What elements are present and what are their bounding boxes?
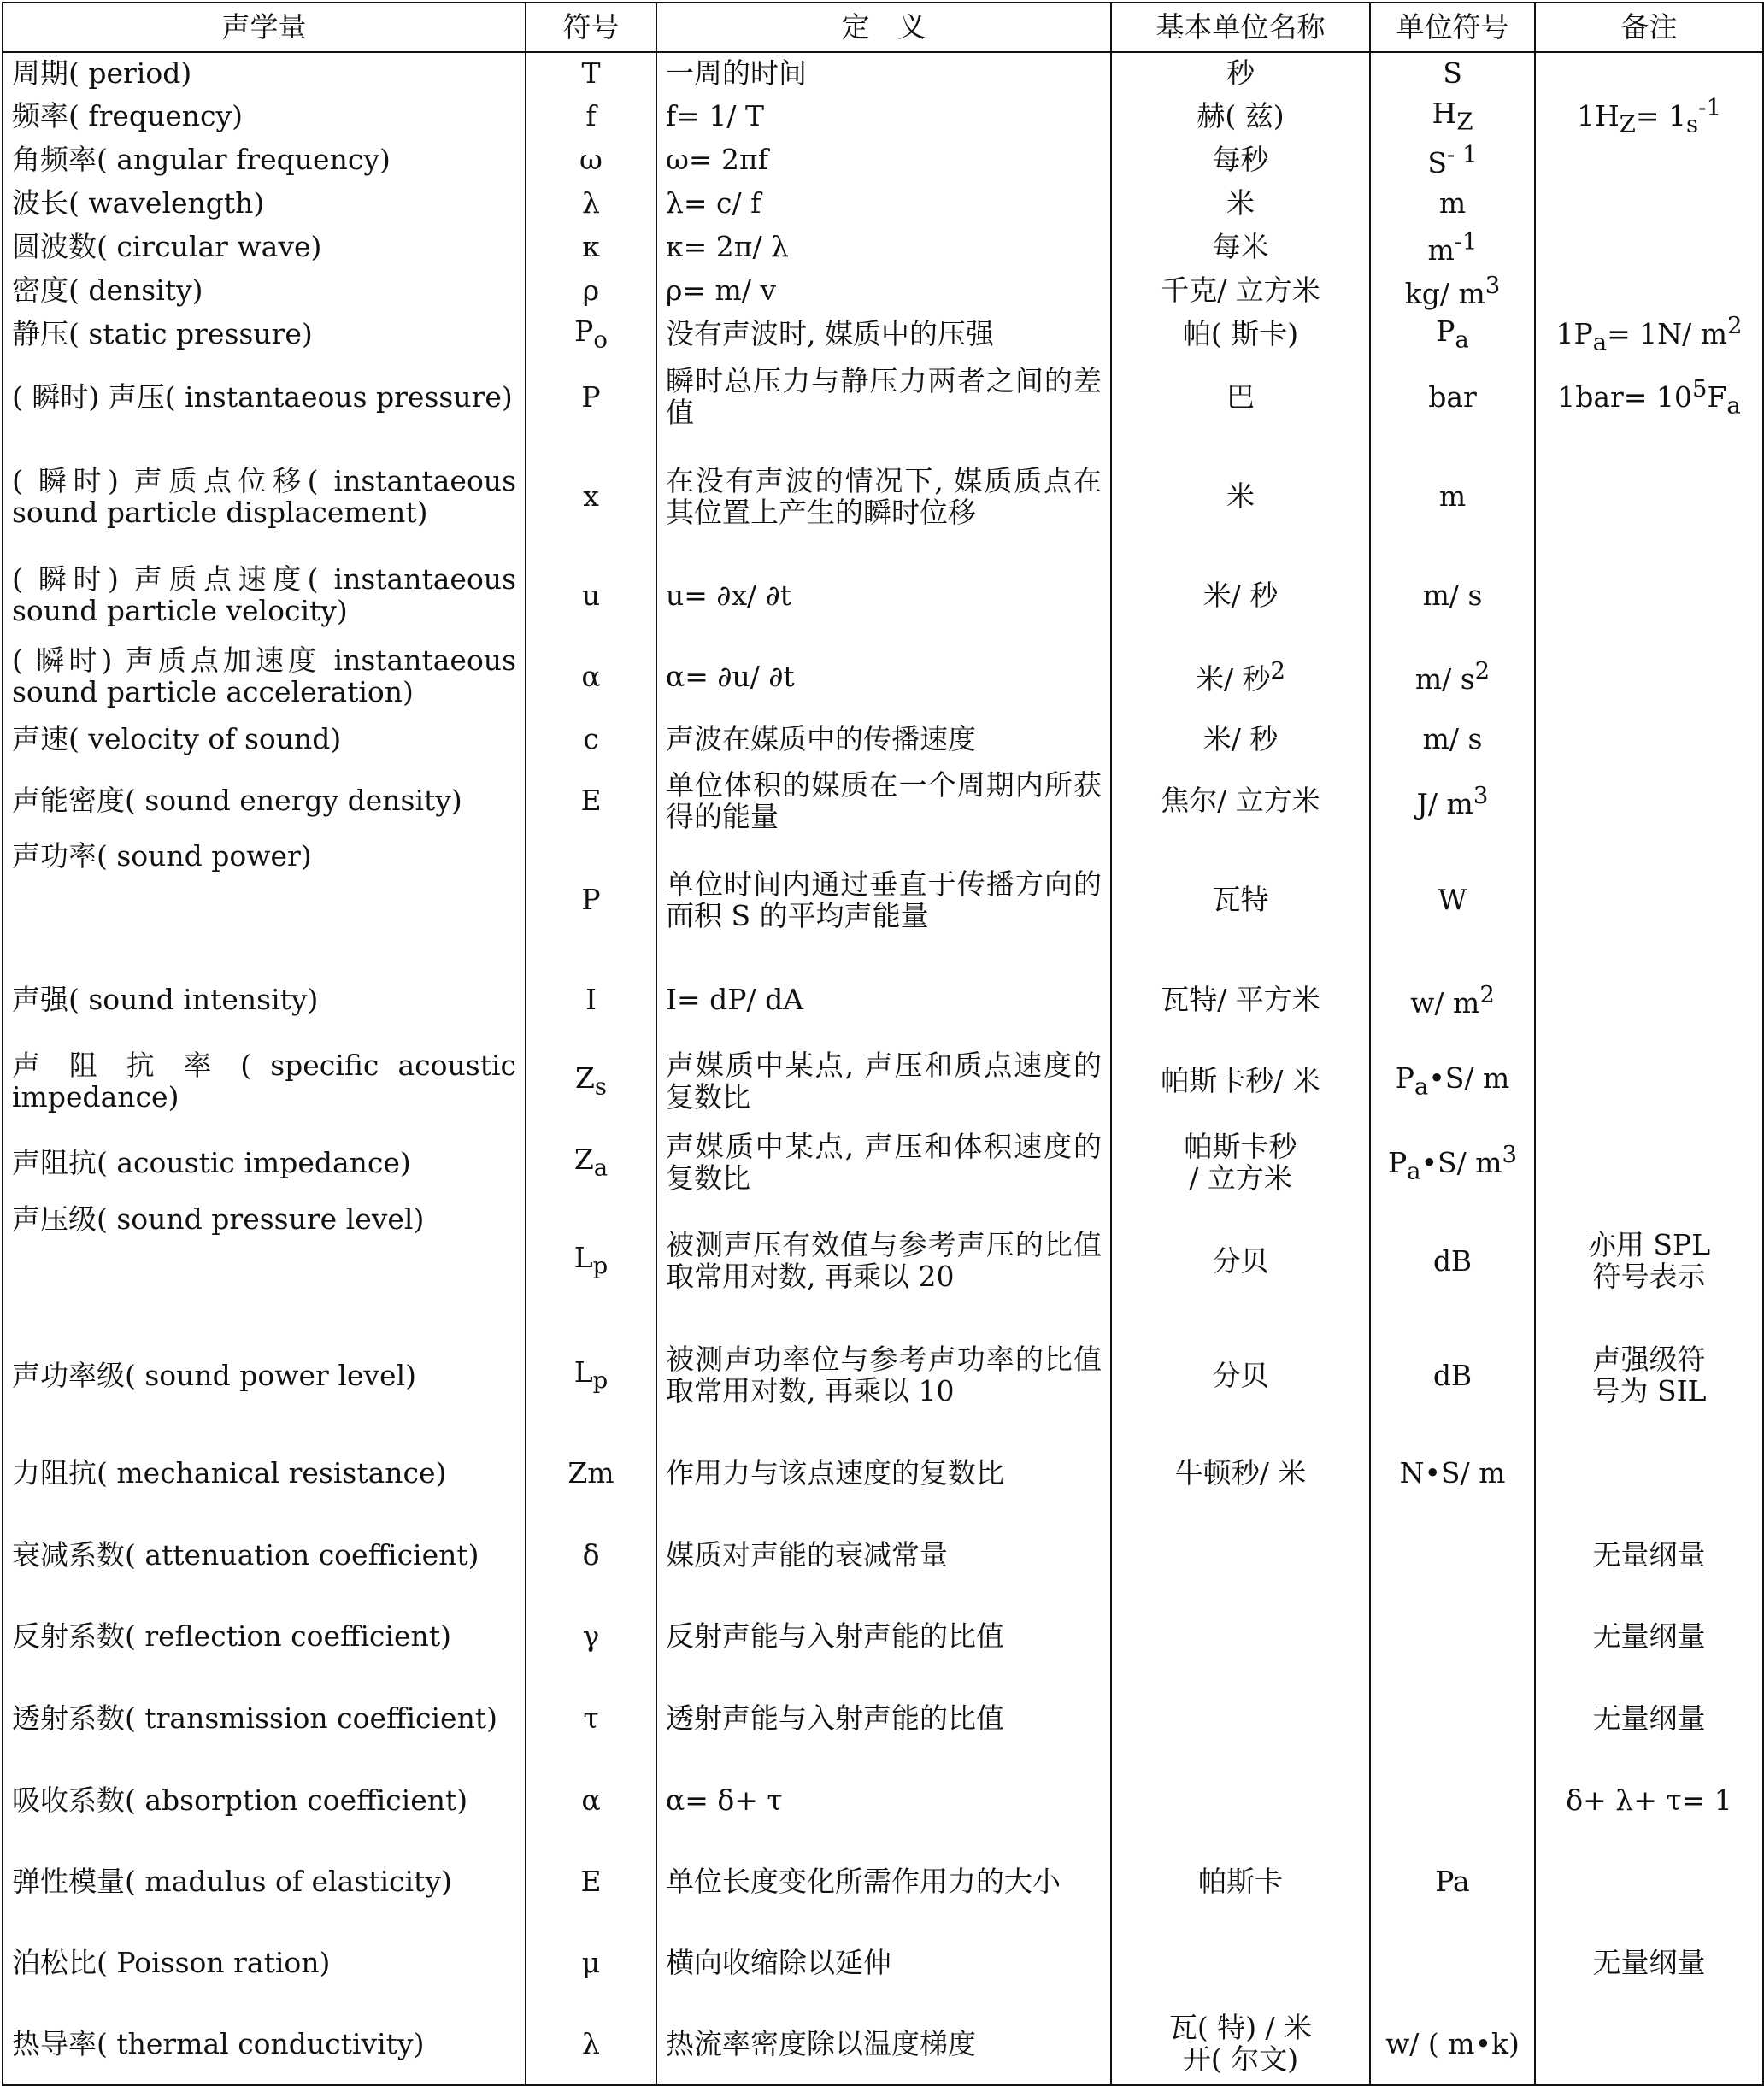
note-cell [1535,718,1763,761]
note-cell: 无量纲量 [1535,1923,1763,2004]
unit-name-cell: 米 [1111,182,1370,226]
quantity-cell: ( 瞬时) 声质点速度( instantaeous sound particle velocity) [3,555,526,636]
symbol-cell: f [526,95,656,138]
definition-cell: 一周的时间 [656,52,1111,95]
table-row [3,1041,1763,1122]
quantity-cell: 圆波数( circular wave) [3,226,526,269]
quantity-cell: 波长( wavelength) [3,182,526,226]
quantity-cell: 透射系数( transmission coefficient) [3,1678,526,1760]
symbol-cell: x [526,438,656,555]
note-cell [1535,841,1763,960]
symbol-cell: δ [526,1514,656,1596]
definition-cell: 声媒质中某点, 声压和质点速度的复数比 [656,1041,1111,1122]
symbol-cell: λ [526,182,656,226]
table-header-row [3,3,1763,52]
unit-name-cell: 米/ 秒$^2$ [1111,636,1370,718]
definition-cell: u= ∂x/ ∂t [656,555,1111,636]
quantity-cell: 密度( density) [3,269,526,313]
quantity-cell: 角频率( angular frequency) [3,138,526,182]
note-cell: 无量纲量 [1535,1514,1763,1596]
table-row [3,313,1763,356]
quantity-cell: 泊松比( Poisson ration) [3,1923,526,2004]
unit-name-cell: 分贝 [1111,1204,1370,1319]
definition-cell: 横向收缩除以延伸 [656,1923,1111,2004]
definition-cell: 被测声压有效值与参考声压的比值取常用对数, 再乘以 20 [656,1204,1111,1319]
note-cell: 声强级符 号为 SIL [1535,1319,1763,1433]
note-cell: 无量纲量 [1535,1596,1763,1678]
unit-name-cell: 千克/ 立方米 [1111,269,1370,313]
unit-name-cell: 瓦( 特) / 米 开( 尔文) [1111,2004,1370,2085]
table-row [3,636,1763,718]
unit-name-cell: 瓦特 [1111,841,1370,960]
table-row [3,182,1763,226]
unit-symbol-cell: m/ s [1370,718,1535,761]
unit-symbol-cell: m/ $s^2$ [1370,636,1535,718]
symbol-cell: τ [526,1678,656,1760]
unit-name-cell: 帕斯卡 [1111,1842,1370,1923]
quantity-cell: 频率( frequency) [3,95,526,138]
definition-cell: 热流率密度除以温度梯度 [656,2004,1111,2085]
definition-cell: 反射声能与入射声能的比值 [656,1596,1111,1678]
unit-symbol-cell: bar [1370,356,1535,438]
quantity-cell: 声强( sound intensity) [3,960,526,1041]
unit-symbol-cell: dB [1370,1204,1535,1319]
unit-symbol-cell: $P_a•S/$ $m^3$ [1370,1122,1535,1204]
note-cell: $1P_a= 1N/$ $m^2$ [1535,313,1763,356]
note-cell [1535,960,1763,1041]
definition-cell: ρ= m/ v [656,269,1111,313]
symbol-cell: E [526,761,656,841]
unit-symbol-cell [1370,1514,1535,1596]
symbol-cell: E [526,1842,656,1923]
definition-cell: α= δ+ τ [656,1760,1111,1842]
unit-name-cell: 瓦特/ 平方米 [1111,960,1370,1041]
definition-cell: 单位时间内通过垂直于传播方向的面积 S 的平均声能量 [656,841,1111,960]
unit-name-cell: 赫( 兹) [1111,95,1370,138]
symbol-cell: α [526,1760,656,1842]
quantity-cell: ( 瞬时) 声质点加速度 instantaeous sound particle acceleration) [3,636,526,718]
table-row [3,95,1763,138]
symbol-cell: γ [526,1596,656,1678]
unit-symbol-cell [1370,1678,1535,1760]
quantity-cell: ( 瞬时) 声压( instantaeous pressure) [3,356,526,438]
table-row [3,356,1763,438]
definition-cell: κ= 2π/ λ [656,226,1111,269]
table-row [3,1319,1763,1433]
quantity-cell: 声功率级( sound power level) [3,1319,526,1433]
quantity-cell: 声功率( sound power) [3,841,526,960]
unit-name-cell: 焦尔/ 立方米 [1111,761,1370,841]
unit-name-cell: 米/ 秒 [1111,718,1370,761]
table-row [3,1122,1763,1204]
unit-name-cell: 牛顿秒/ 米 [1111,1433,1370,1514]
symbol-cell: c [526,718,656,761]
definition-cell: 在没有声波的情况下, 媒质质点在其位置上产生的瞬时位移 [656,438,1111,555]
table-row [3,138,1763,182]
header-notes: 备注 [1535,3,1763,52]
unit-name-cell [1111,1514,1370,1596]
quantity-cell: 声阻抗( acoustic impedance) [3,1122,526,1204]
note-cell: 亦用 SPL 符号表示 [1535,1204,1763,1319]
definition-cell: α= ∂u/ ∂t [656,636,1111,718]
symbol-cell: Zm [526,1433,656,1514]
unit-symbol-cell: dB [1370,1319,1535,1433]
note-cell: 无量纲量 [1535,1678,1763,1760]
quantity-cell: 声速( velocity of sound) [3,718,526,761]
quantity-cell: 声压级( sound pressure level) [3,1204,526,1319]
definition-cell: 被测声功率位与参考声功率的比值取常用对数, 再乘以 10 [656,1319,1111,1433]
definition-cell: 声媒质中某点, 声压和体积速度的复数比 [656,1122,1111,1204]
symbol-cell: $Z_s$ [526,1041,656,1122]
table-row [3,555,1763,636]
table-row [3,2004,1763,2085]
acoustic-quantities-table [2,2,1764,2086]
note-cell [1535,555,1763,636]
definition-cell: 瞬时总压力与静压力两者之间的差值 [656,356,1111,438]
note-cell [1535,636,1763,718]
table-row [3,1596,1763,1678]
quantity-cell: 声 阻 抗 率 ( specific acoustic impedance) [3,1041,526,1122]
table-row [3,52,1763,95]
definition-cell: 作用力与该点速度的复数比 [656,1433,1111,1514]
unit-symbol-cell: w/ ( m•k) [1370,2004,1535,2085]
unit-symbol-cell: N•S/ m [1370,1433,1535,1514]
note-cell [1535,1433,1763,1514]
definition-cell: 媒质对声能的衰减常量 [656,1514,1111,1596]
note-cell [1535,226,1763,269]
table-row [3,960,1763,1041]
unit-symbol-cell: S [1370,52,1535,95]
table-row [3,841,1763,960]
definition-cell: ω= 2πf [656,138,1111,182]
unit-symbol-cell: m [1370,182,1535,226]
unit-name-cell: 米 [1111,438,1370,555]
note-cell [1535,1041,1763,1122]
definition-cell: 单位长度变化所需作用力的大小 [656,1842,1111,1923]
symbol-cell: $P_o$ [526,313,656,356]
definition-cell: I= dP/ dA [656,960,1111,1041]
unit-symbol-cell: m [1370,438,1535,555]
unit-symbol-cell: $H_Z$ [1370,95,1535,138]
definition-cell: 单位体积的媒质在一个周期内所获得的能量 [656,761,1111,841]
unit-symbol-cell: Pa [1370,1842,1535,1923]
unit-name-cell: 分贝 [1111,1319,1370,1433]
unit-symbol-cell: w/ $m^2$ [1370,960,1535,1041]
quantity-cell: ( 瞬时) 声质点位移( instantaeous sound particle displacement) [3,438,526,555]
unit-symbol-cell: m/ s [1370,555,1535,636]
symbol-cell: λ [526,2004,656,2085]
unit-name-cell: 每米 [1111,226,1370,269]
symbol-cell: $L_p$ [526,1204,656,1319]
table-body [3,52,1763,2085]
symbol-cell: ω [526,138,656,182]
unit-symbol-cell: $P_a$ [1370,313,1535,356]
note-cell [1535,761,1763,841]
symbol-cell: $L_p$ [526,1319,656,1433]
definition-cell: 声波在媒质中的传播速度 [656,718,1111,761]
table-row [3,226,1763,269]
note-cell [1535,1122,1763,1204]
header-unit-name: 基本单位名称 [1111,3,1370,52]
quantity-cell: 反射系数( reflection coefficient) [3,1596,526,1678]
unit-symbol-cell [1370,1923,1535,2004]
note-cell [1535,138,1763,182]
unit-name-cell: 巴 [1111,356,1370,438]
quantity-cell: 力阻抗( mechanical resistance) [3,1433,526,1514]
quantity-cell: 周期( period) [3,52,526,95]
table-row [3,1514,1763,1596]
note-cell: $1bar= 10^5F_a$ [1535,356,1763,438]
header-quantity: 声学量 [3,3,526,52]
unit-name-cell: 每秒 [1111,138,1370,182]
unit-name-cell: 帕斯卡秒 / 立方米 [1111,1122,1370,1204]
note-cell: $1H_Z= 1_s^{-1}$ [1535,95,1763,138]
unit-name-cell: 帕斯卡秒/ 米 [1111,1041,1370,1122]
header-definition: 定 义 [656,3,1111,52]
table-row [3,1760,1763,1842]
definition-cell: f= 1/ T [656,95,1111,138]
unit-symbol-cell: $m^{-1}$ [1370,226,1535,269]
note-cell [1535,182,1763,226]
symbol-cell: $Z_a$ [526,1122,656,1204]
unit-name-cell: 帕( 斯卡) [1111,313,1370,356]
table-row [3,1842,1763,1923]
quantity-cell: 衰减系数( attenuation coefficient) [3,1514,526,1596]
unit-symbol-cell: $S^{- 1}$ [1370,138,1535,182]
unit-name-cell [1111,1760,1370,1842]
header-unit-symbol: 单位符号 [1370,3,1535,52]
unit-name-cell [1111,1596,1370,1678]
symbol-cell: μ [526,1923,656,2004]
quantity-cell: 吸收系数( absorption coefficient) [3,1760,526,1842]
definition-cell: λ= c/ f [656,182,1111,226]
unit-name-cell: 秒 [1111,52,1370,95]
note-cell: δ+ λ+ τ= 1 [1535,1760,1763,1842]
symbol-cell: T [526,52,656,95]
quantity-cell: 热导率( thermal conductivity) [3,2004,526,2085]
table-row [3,718,1763,761]
note-cell [1535,1842,1763,1923]
unit-name-cell [1111,1923,1370,2004]
symbol-cell: P [526,841,656,960]
quantity-cell: 静压( static pressure) [3,313,526,356]
note-cell [1535,2004,1763,2085]
table-row [3,761,1763,841]
quantity-cell: 弹性模量( madulus of elasticity) [3,1842,526,1923]
symbol-cell: κ [526,226,656,269]
unit-symbol-cell: W [1370,841,1535,960]
unit-symbol-cell: kg/ $m^3$ [1370,269,1535,313]
definition-cell: 透射声能与入射声能的比值 [656,1678,1111,1760]
table-row [3,1204,1763,1319]
symbol-cell: I [526,960,656,1041]
note-cell [1535,52,1763,95]
symbol-cell: u [526,555,656,636]
note-cell [1535,269,1763,313]
note-cell [1535,438,1763,555]
definition-cell: 没有声波时, 媒质中的压强 [656,313,1111,356]
unit-name-cell [1111,1678,1370,1760]
unit-symbol-cell [1370,1596,1535,1678]
header-symbol: 符号 [526,3,656,52]
table-row [3,1433,1763,1514]
table-row [3,1678,1763,1760]
table-row [3,438,1763,555]
unit-symbol-cell: J/ $m^3$ [1370,761,1535,841]
table-row [3,1923,1763,2004]
table-row [3,269,1763,313]
unit-symbol-cell [1370,1760,1535,1842]
symbol-cell: P [526,356,656,438]
unit-symbol-cell: $P_a•S/$ m [1370,1041,1535,1122]
symbol-cell: ρ [526,269,656,313]
quantity-cell: 声能密度( sound energy density) [3,761,526,841]
symbol-cell: α [526,636,656,718]
unit-name-cell: 米/ 秒 [1111,555,1370,636]
